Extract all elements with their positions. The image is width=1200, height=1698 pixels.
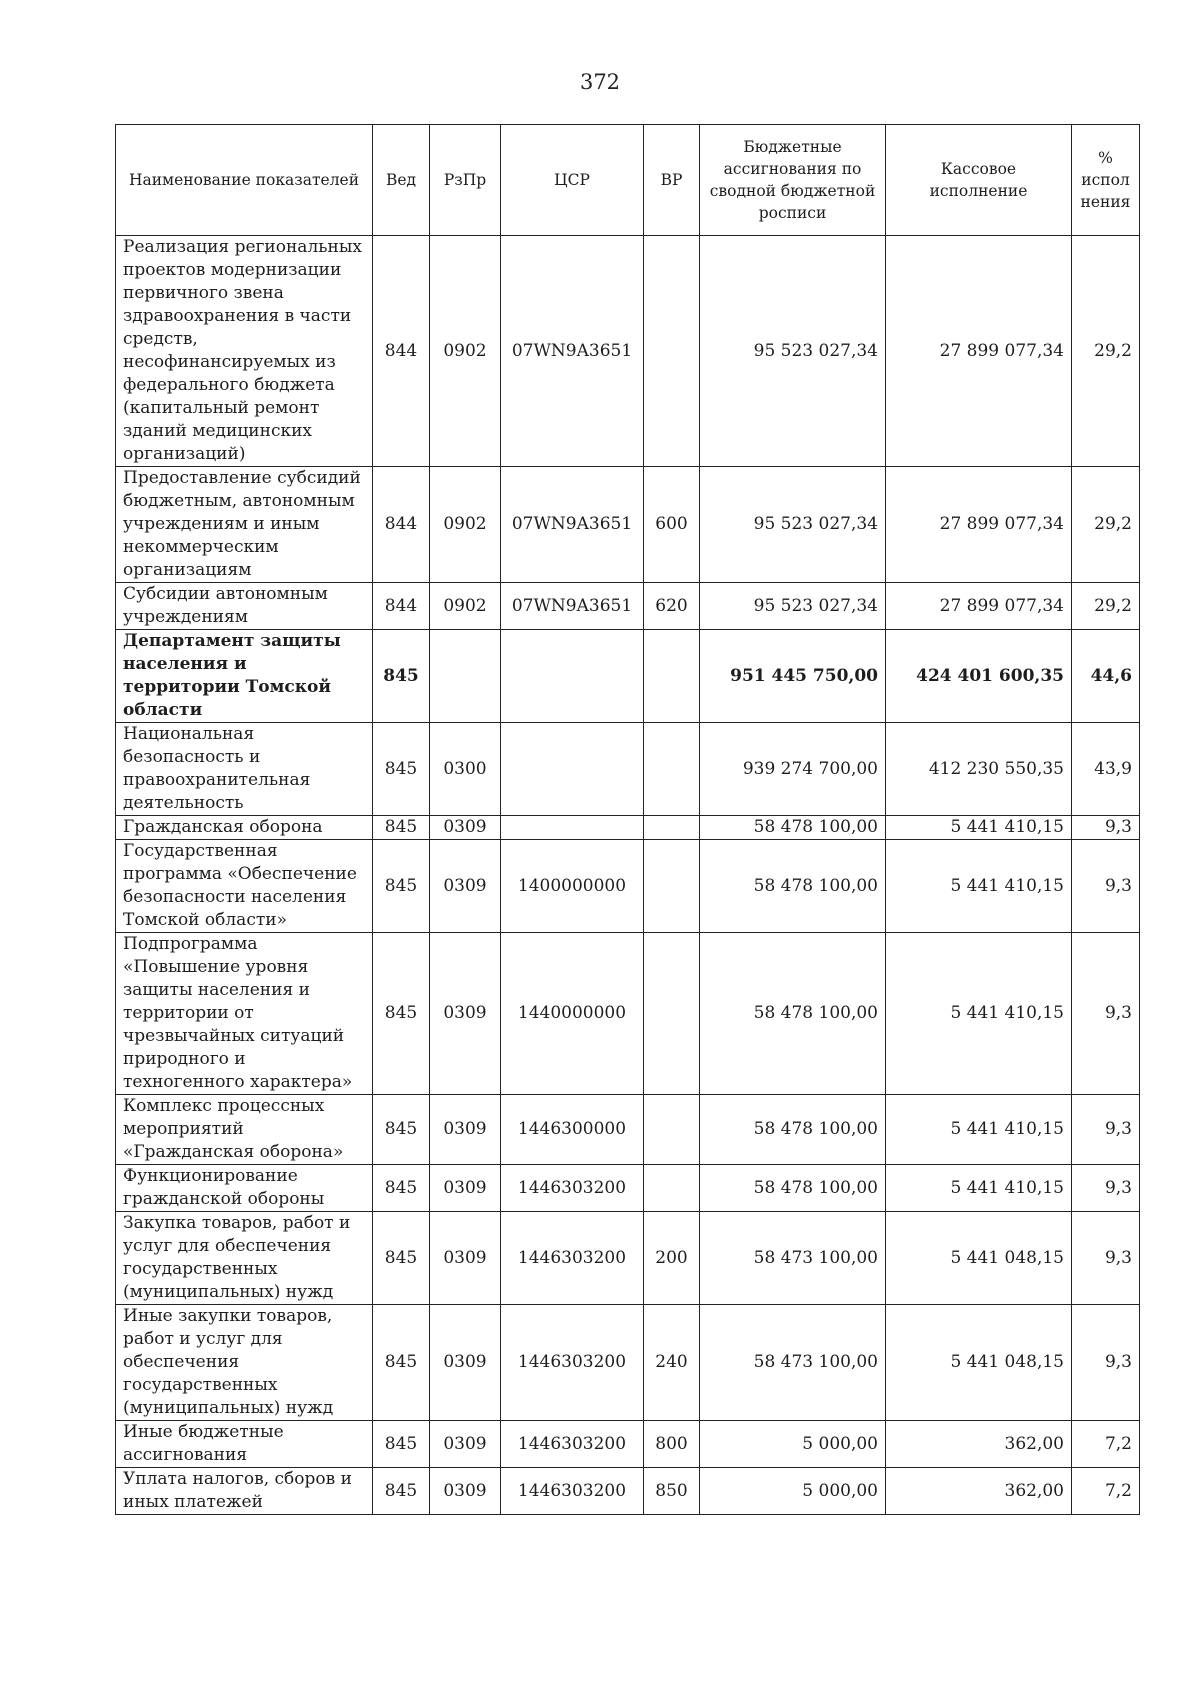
- row-ved-cell: 845: [373, 1305, 430, 1421]
- row-rzpr-cell: 0309: [430, 1095, 501, 1165]
- table-row: [116, 933, 1140, 1095]
- row-name-cell: Иные закупки товаров, работ и услуг для обеспечения государственных (муниципальных) нужд: [116, 1305, 373, 1421]
- row-ved-cell: 845: [373, 1468, 430, 1515]
- row-ved-cell: 845: [373, 933, 430, 1095]
- table-row: [116, 840, 1140, 933]
- row-csr-cell: 1440000000: [501, 933, 644, 1095]
- row-vr-cell: [644, 630, 700, 723]
- row-vr-cell: 620: [644, 583, 700, 630]
- row-cash-cell: 5 441 410,15: [886, 1165, 1072, 1212]
- row-csr-cell: 1446300000: [501, 1095, 644, 1165]
- row-name-cell: Функционирование гражданской обороны: [116, 1165, 373, 1212]
- row-ved-cell: 844: [373, 583, 430, 630]
- budget-execution-table: [115, 124, 1140, 1515]
- row-name-cell: Государственная программа «Обеспечение безопасности населения Томской области»: [116, 840, 373, 933]
- row-rzpr-cell: 0902: [430, 583, 501, 630]
- row-csr-cell: 1446303200: [501, 1165, 644, 1212]
- row-ved-cell: 845: [373, 723, 430, 816]
- table-row: [116, 816, 1140, 840]
- table-row: [116, 1421, 1140, 1468]
- row-ved-cell: 845: [373, 816, 430, 840]
- row-csr-cell: 1446303200: [501, 1468, 644, 1515]
- row-csr-cell: 07WN9A3651: [501, 236, 644, 467]
- row-ved-cell: 844: [373, 236, 430, 467]
- row-cash-cell: 412 230 550,35: [886, 723, 1072, 816]
- page-number: 372: [579, 70, 621, 94]
- row-name-cell: Реализация региональных проектов модернизации первичного звена здравоохранения в части средств, несофинансируемых из федерального бюджета (капитальный ремонт зданий медицинских организаций): [116, 236, 373, 467]
- row-percent-cell: 7,2: [1072, 1468, 1140, 1515]
- table-row: [116, 583, 1140, 630]
- row-csr-cell: 1446303200: [501, 1305, 644, 1421]
- row-budget-cell: 95 523 027,34: [700, 236, 886, 467]
- row-budget-cell: 58 478 100,00: [700, 1095, 886, 1165]
- row-name-cell: Национальная безопасность и правоохранительная деятельность: [116, 723, 373, 816]
- header-budget: Бюджетные ассигнования по сводной бюджетной росписи: [700, 125, 886, 236]
- header-name: Наименование показателей: [116, 125, 373, 236]
- table-row: [116, 1095, 1140, 1165]
- row-vr-cell: [644, 933, 700, 1095]
- row-cash-cell: 362,00: [886, 1421, 1072, 1468]
- row-vr-cell: 240: [644, 1305, 700, 1421]
- table-row: [116, 1212, 1140, 1305]
- row-percent-cell: 9,3: [1072, 816, 1140, 840]
- row-csr-cell: 1446303200: [501, 1212, 644, 1305]
- row-percent-cell: 9,3: [1072, 1165, 1140, 1212]
- row-name-cell: Подпрограмма «Повышение уровня защиты населения и территории от чрезвычайных ситуаций природного и техногенного характера»: [116, 933, 373, 1095]
- row-budget-cell: 5 000,00: [700, 1421, 886, 1468]
- row-budget-cell: 58 473 100,00: [700, 1212, 886, 1305]
- table-row: [116, 723, 1140, 816]
- row-vr-cell: 800: [644, 1421, 700, 1468]
- row-rzpr-cell: 0902: [430, 236, 501, 467]
- row-vr-cell: [644, 1165, 700, 1212]
- row-vr-cell: 600: [644, 467, 700, 583]
- row-rzpr-cell: 0309: [430, 1421, 501, 1468]
- row-budget-cell: 58 478 100,00: [700, 840, 886, 933]
- row-name-cell: Иные бюджетные ассигнования: [116, 1421, 373, 1468]
- row-ved-cell: 845: [373, 1165, 430, 1212]
- row-ved-cell: 844: [373, 467, 430, 583]
- row-vr-cell: [644, 236, 700, 467]
- row-percent-cell: 9,3: [1072, 1212, 1140, 1305]
- row-name-cell: Гражданская оборона: [116, 816, 373, 840]
- row-ved-cell: 845: [373, 1095, 430, 1165]
- table-row: [116, 1468, 1140, 1515]
- row-cash-cell: 5 441 410,15: [886, 816, 1072, 840]
- row-csr-cell: 1446303200: [501, 1421, 644, 1468]
- row-name-cell: Предоставление субсидий бюджетным, автономным учреждениям и иным некоммерческим организациям: [116, 467, 373, 583]
- row-percent-cell: 29,2: [1072, 467, 1140, 583]
- header-rzpr: РзПр: [430, 125, 501, 236]
- table-row: [116, 630, 1140, 723]
- row-vr-cell: 200: [644, 1212, 700, 1305]
- row-budget-cell: 939 274 700,00: [700, 723, 886, 816]
- header-csr: ЦСР: [501, 125, 644, 236]
- row-percent-cell: 29,2: [1072, 236, 1140, 467]
- row-vr-cell: [644, 1095, 700, 1165]
- row-csr-cell: 1400000000: [501, 840, 644, 933]
- row-cash-cell: 27 899 077,34: [886, 236, 1072, 467]
- row-cash-cell: 27 899 077,34: [886, 467, 1072, 583]
- row-csr-cell: [501, 630, 644, 723]
- row-rzpr-cell: 0309: [430, 816, 501, 840]
- table-header-row: [116, 125, 1140, 236]
- row-name-cell: Субсидии автономным учреждениям: [116, 583, 373, 630]
- row-ved-cell: 845: [373, 630, 430, 723]
- row-csr-cell: 07WN9A3651: [501, 467, 644, 583]
- row-percent-cell: 9,3: [1072, 933, 1140, 1095]
- row-budget-cell: 58 478 100,00: [700, 816, 886, 840]
- row-cash-cell: 5 441 048,15: [886, 1212, 1072, 1305]
- row-cash-cell: 5 441 410,15: [886, 840, 1072, 933]
- table-row: [116, 1165, 1140, 1212]
- row-cash-cell: 362,00: [886, 1468, 1072, 1515]
- row-vr-cell: [644, 816, 700, 840]
- row-rzpr-cell: 0309: [430, 933, 501, 1095]
- row-percent-cell: 29,2: [1072, 583, 1140, 630]
- row-csr-cell: [501, 723, 644, 816]
- row-cash-cell: 5 441 410,15: [886, 933, 1072, 1095]
- row-percent-cell: 9,3: [1072, 840, 1140, 933]
- row-budget-cell: 58 478 100,00: [700, 1165, 886, 1212]
- row-name-cell: Уплата налогов, сборов и иных платежей: [116, 1468, 373, 1515]
- row-rzpr-cell: 0309: [430, 1165, 501, 1212]
- row-budget-cell: 58 473 100,00: [700, 1305, 886, 1421]
- table-row: [116, 1305, 1140, 1421]
- row-csr-cell: [501, 816, 644, 840]
- row-ved-cell: 845: [373, 1421, 430, 1468]
- row-name-cell: Департамент защиты населения и территории Томской области: [116, 630, 373, 723]
- row-ved-cell: 845: [373, 1212, 430, 1305]
- row-cash-cell: 27 899 077,34: [886, 583, 1072, 630]
- header-ved: Вед: [373, 125, 430, 236]
- row-vr-cell: [644, 723, 700, 816]
- row-percent-cell: 43,9: [1072, 723, 1140, 816]
- row-rzpr-cell: [430, 630, 501, 723]
- row-budget-cell: 58 478 100,00: [700, 933, 886, 1095]
- row-vr-cell: [644, 840, 700, 933]
- row-csr-cell: 07WN9A3651: [501, 583, 644, 630]
- row-cash-cell: 5 441 048,15: [886, 1305, 1072, 1421]
- row-rzpr-cell: 0309: [430, 1468, 501, 1515]
- row-budget-cell: 95 523 027,34: [700, 583, 886, 630]
- table-row: [116, 236, 1140, 467]
- row-cash-cell: 424 401 600,35: [886, 630, 1072, 723]
- row-ved-cell: 845: [373, 840, 430, 933]
- row-percent-cell: 9,3: [1072, 1095, 1140, 1165]
- row-budget-cell: 5 000,00: [700, 1468, 886, 1515]
- row-vr-cell: 850: [644, 1468, 700, 1515]
- row-rzpr-cell: 0309: [430, 1305, 501, 1421]
- row-rzpr-cell: 0300: [430, 723, 501, 816]
- row-budget-cell: 951 445 750,00: [700, 630, 886, 723]
- row-percent-cell: 44,6: [1072, 630, 1140, 723]
- row-rzpr-cell: 0902: [430, 467, 501, 583]
- header-cash: Кассовое исполнение: [886, 125, 1072, 236]
- table-row: [116, 467, 1140, 583]
- header-vr: ВР: [644, 125, 700, 236]
- row-rzpr-cell: 0309: [430, 1212, 501, 1305]
- row-budget-cell: 95 523 027,34: [700, 467, 886, 583]
- row-percent-cell: 9,3: [1072, 1305, 1140, 1421]
- header-percent: % испол нения: [1072, 125, 1140, 236]
- row-name-cell: Закупка товаров, работ и услуг для обеспечения государственных (муниципальных) нужд: [116, 1212, 373, 1305]
- row-cash-cell: 5 441 410,15: [886, 1095, 1072, 1165]
- row-name-cell: Комплекс процессных мероприятий «Гражданская оборона»: [116, 1095, 373, 1165]
- row-rzpr-cell: 0309: [430, 840, 501, 933]
- row-percent-cell: 7,2: [1072, 1421, 1140, 1468]
